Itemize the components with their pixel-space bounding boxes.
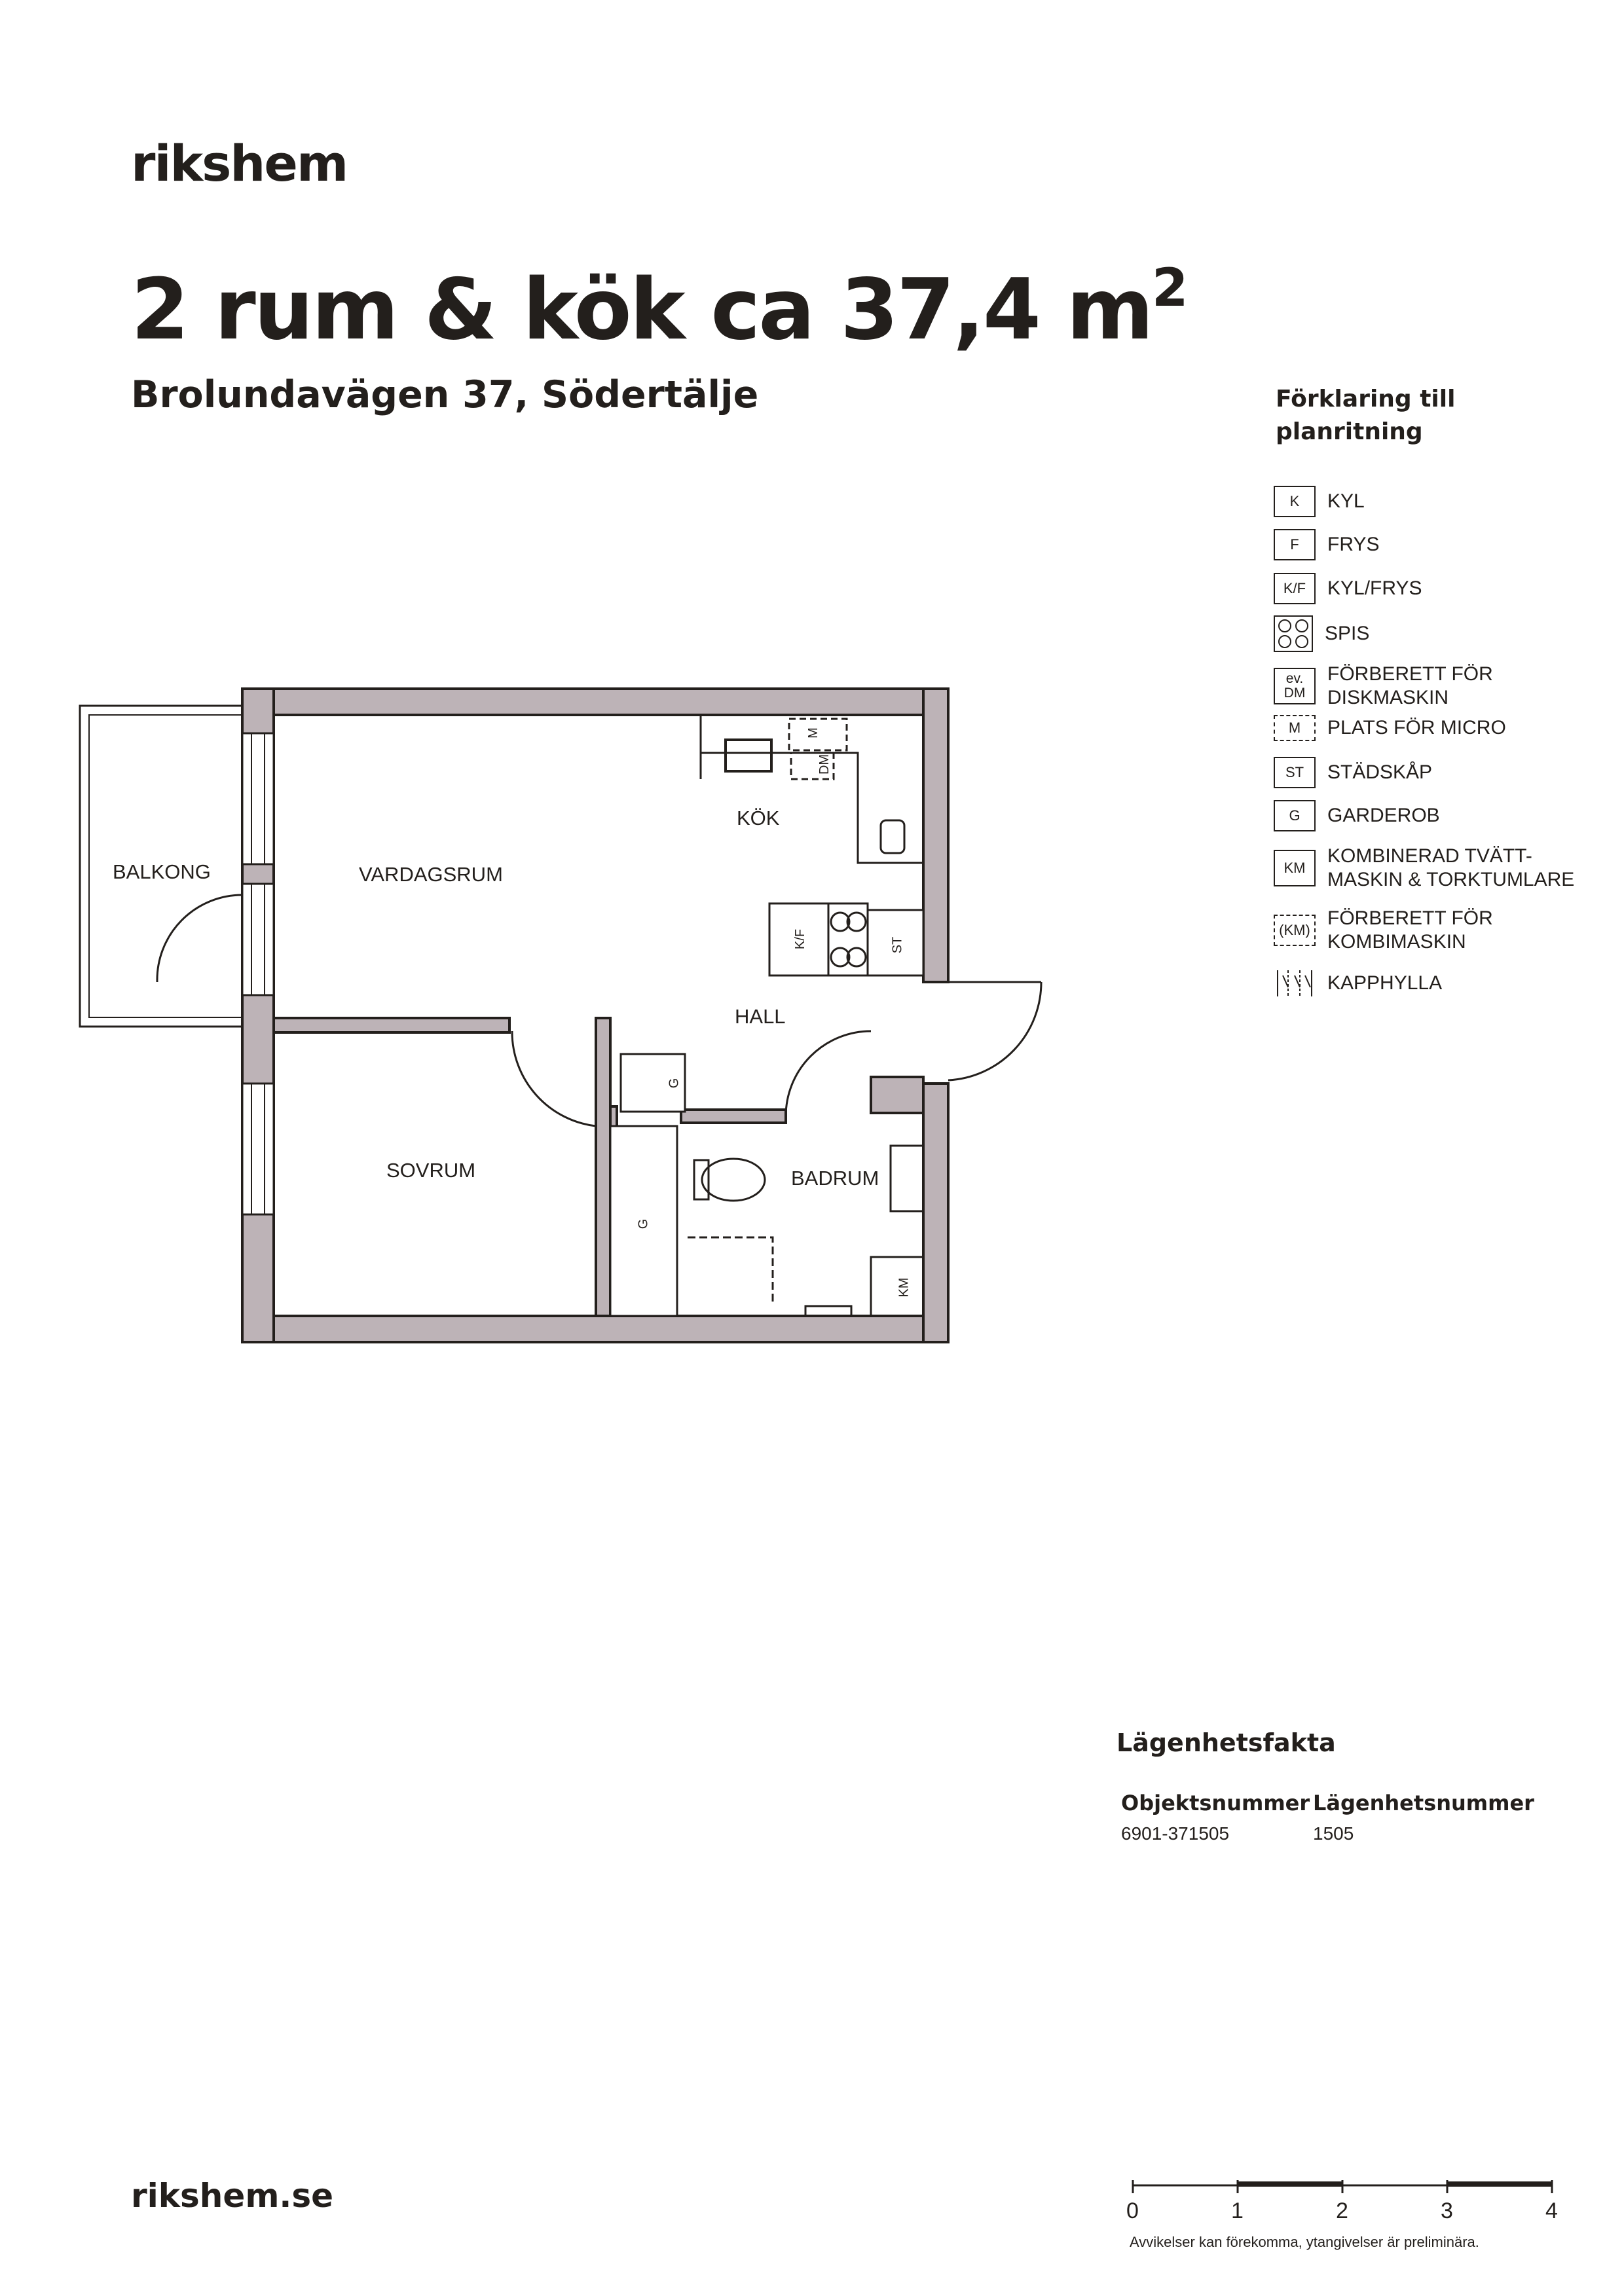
legend-code: ST — [1274, 757, 1316, 788]
legend-label: KYL/FRYS — [1327, 577, 1422, 599]
legend-label: KOMBINERAD TVÄTT-MASKIN & TORKTUMLARE — [1327, 845, 1575, 890]
coat-rack-icon — [1274, 968, 1316, 999]
legend-label: PLATS FÖR MICRO — [1327, 717, 1506, 738]
facts-objekt-label: Objektsnummer — [1121, 1791, 1310, 1815]
legend-code: K/F — [1274, 573, 1316, 604]
legend-item-garderob — [1274, 800, 1440, 831]
legend-label: SPIS — [1325, 623, 1370, 644]
legend-code: G — [1274, 800, 1316, 831]
stove-icon — [1274, 615, 1313, 652]
facts-lagenhet-value: 1505 — [1313, 1823, 1354, 1844]
scale-tick-2: 2 — [1336, 2198, 1348, 2223]
room-label-badrum: BADRUM — [791, 1167, 879, 1190]
fixture-kf: K/F — [793, 928, 808, 950]
legend-item-micro — [1274, 715, 1506, 741]
legend-item-spis — [1274, 615, 1369, 652]
title-text: 2 rum & kök ca 37,4 m — [131, 261, 1152, 359]
legend-code: KM — [1274, 850, 1316, 886]
room-label-kok: KÖK — [737, 807, 780, 829]
floor-plan — [72, 681, 1094, 1362]
legend-item-diskmaskin — [1274, 663, 1511, 710]
legend-label: FRYS — [1327, 534, 1380, 555]
legend-code: ev. DM — [1274, 668, 1316, 704]
room-label-hall: HALL — [735, 1005, 786, 1028]
room-label-balkong: BALKONG — [113, 860, 211, 883]
legend-item-kombimaskin — [1274, 907, 1511, 954]
legend-code: M — [1274, 715, 1316, 741]
legend-item-frys — [1274, 529, 1379, 560]
legend-code: K — [1274, 486, 1316, 517]
room-label-vardagsrum: VARDAGSRUM — [359, 863, 503, 886]
facts-objekt-value: 6901-371505 — [1121, 1823, 1230, 1844]
legend-label: KAPPHYLLA — [1327, 972, 1443, 994]
legend-item-kombinerad — [1274, 845, 1576, 892]
scale-tick-0: 0 — [1126, 2198, 1139, 2223]
legend-item-kylfrys — [1274, 573, 1422, 604]
fixture-m: M — [805, 727, 821, 738]
legend-label: FÖRBERETT FÖR KOMBIMASKIN — [1327, 907, 1493, 953]
scale-bar — [1126, 2174, 1559, 2200]
legend-code: F — [1274, 529, 1316, 560]
page-title — [131, 257, 1187, 359]
fixture-dm: DM — [817, 754, 832, 775]
scale-tick-1: 1 — [1231, 2198, 1244, 2223]
scale-tick-4: 4 — [1545, 2198, 1558, 2223]
legend-label: KYL — [1327, 490, 1365, 512]
wardrobes — [610, 1054, 685, 1316]
title-superscript: 2 — [1151, 257, 1187, 318]
fixture-km: KM — [896, 1277, 912, 1298]
fixture-g1: G — [667, 1078, 682, 1089]
disclaimer: Avvikelser kan förekomma, ytangivelser är preliminära. — [1130, 2234, 1479, 2250]
room-label-sovrum: SOVRUM — [386, 1159, 476, 1182]
website-link[interactable]: rikshem.se — [131, 2177, 334, 2215]
facts-lagenhet-label: Lägenhetsnummer — [1313, 1791, 1534, 1815]
legend-label: FÖRBERETT FÖR DISKMASKIN — [1327, 663, 1493, 708]
legend-item-kyl — [1274, 486, 1365, 517]
legend-item-kapphylla — [1274, 968, 1442, 999]
legend-label: GARDEROB — [1327, 805, 1440, 826]
fixture-g2: G — [636, 1218, 651, 1230]
facts-title: Lägenhetsfakta — [1116, 1728, 1336, 1757]
legend-title: Förklaring till planritning — [1276, 386, 1456, 445]
legend-item-stadskap — [1274, 757, 1432, 788]
scale-tick-3: 3 — [1441, 2198, 1453, 2223]
legend-label: STÄDSKÅP — [1327, 761, 1433, 783]
legend-code: (KM) — [1274, 915, 1316, 946]
rikshem-logo: rikshem — [131, 134, 348, 192]
address: Brolundavägen 37, Södertälje — [131, 373, 759, 416]
fixture-st: ST — [890, 936, 905, 954]
windows — [242, 733, 274, 1214]
walls — [242, 689, 948, 1342]
